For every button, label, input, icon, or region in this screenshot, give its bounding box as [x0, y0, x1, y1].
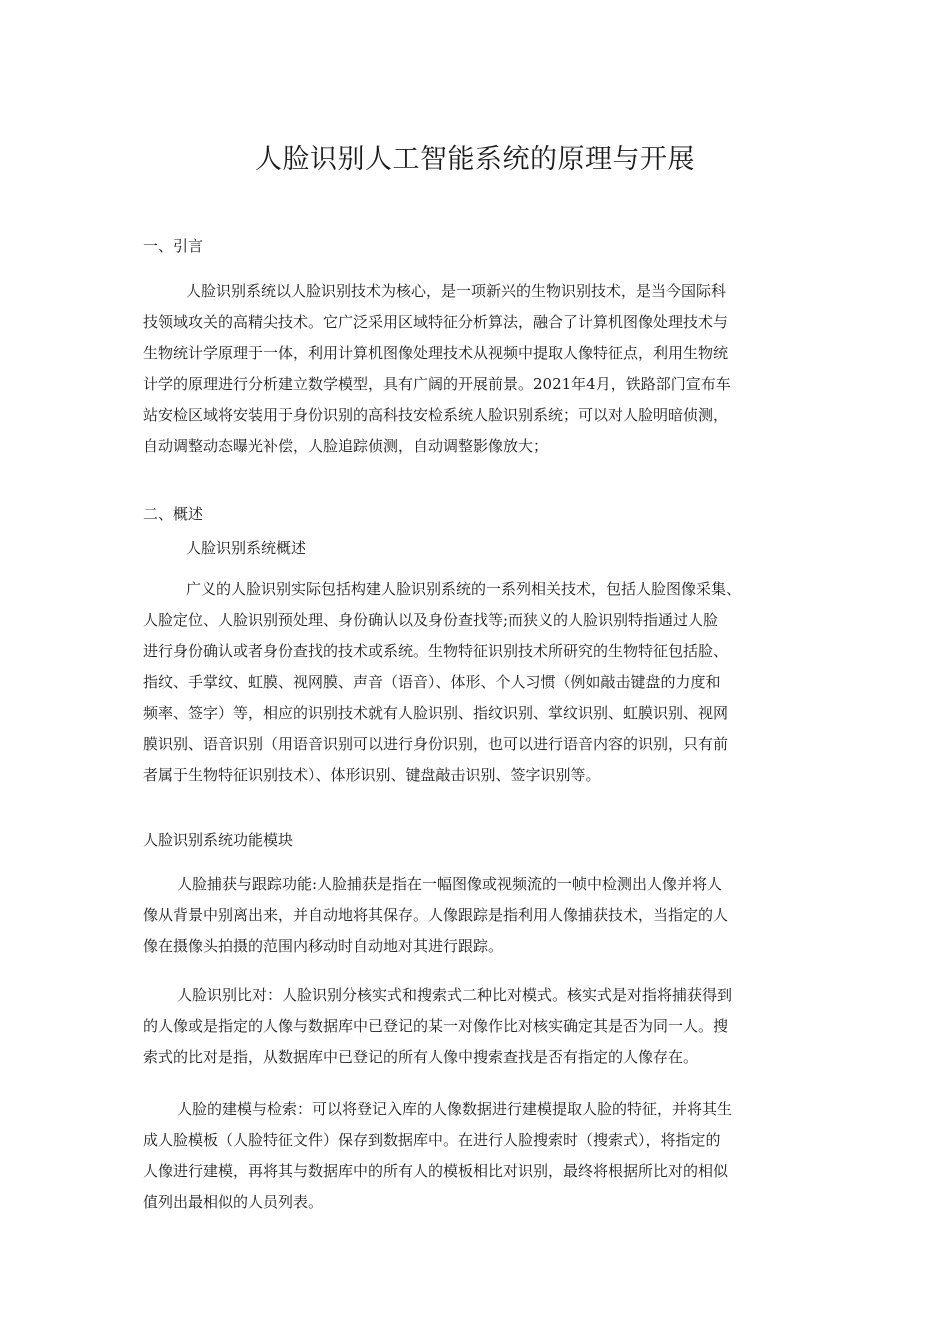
paragraph-line: 索式的比对是指，从数据库中已登记的所有人像中搜索查找是否有指定的人像存在。 — [143, 1048, 699, 1066]
paragraph-line: 像在摄像头拍摄的范围内移动时自动地对其进行跟踪。 — [143, 937, 504, 955]
paragraph-line: 计学的原理进行分析建立数学模型，具有广阔的开展前景。2021年4月，铁路部门宣布车 — [143, 375, 731, 393]
recognition-comparison-paragraph — [143, 980, 810, 1073]
paragraph-line: 人脸识别比对：人脸识别分核实式和搜索式二种比对模式。核实式是对指将捕获得到 — [177, 986, 733, 1004]
paragraph-line: 像从背景中别离出来，并自动地将其保存。人像跟踪是指利用人像捕获技术，当指定的人 — [143, 906, 729, 924]
paragraph-line: 生物统计学原理于一体，利用计算机图像处理技术从视频中提取人像特征点，利用生物统 — [143, 344, 729, 362]
section-heading-introduction: 一、引言 — [143, 237, 204, 255]
section-heading-function-modules: 人脸识别系统功能模块 — [143, 831, 294, 849]
paragraph-line: 人像进行建模，再将其与数据库中的所有人的模板相比对识别，最终将根据所比对的相似 — [143, 1162, 729, 1180]
paragraph-line: 成人脸模板（人脸特征文件）保存到数据库中。在进行人脸搜索时（搜索式），将指定的 — [143, 1131, 721, 1149]
paragraph-line: 的人像或是指定的人像与数据库中已登记的某一对像作比对核实确定其是否为同一人。搜 — [143, 1017, 729, 1035]
paragraph-line: 人脸捕获与跟踪功能:人脸捕获是指在一幅图像或视频流的一帧中检测出人像并将人 — [177, 875, 723, 893]
paragraph-line: 指纹、手掌纹、虹膜、视网膜、声音（语音）、体形、个人习惯（例如敲击键盘的力度和 — [143, 673, 721, 691]
paragraph-line: 技领域攻关的高精尖技术。它广泛采用区域特征分析算法，融合了计算机图像处理技术与 — [143, 313, 729, 331]
paragraph-line: 进行身份确认或者身份查找的技术或系统。生物特征识别技术所研究的生物特征包括脸、 — [143, 642, 729, 660]
document-title: 人脸识别人工智能系统的原理与开展 — [255, 144, 695, 175]
paragraph-line: 站安检区域将安装用于身份识别的高科技安检系统人脸识别系统；可以对人脸明暗侦测， — [143, 406, 729, 424]
paragraph-line: 人脸定位、人脸识别预处理、身份确认以及身份查找等;而狭义的人脸识别特指通过人脸 — [143, 611, 719, 629]
modeling-retrieval-paragraph — [143, 1094, 810, 1218]
paragraph-line: 人脸的建模与检索：可以将登记入库的人像数据进行建模提取人脸的特征，并将其生 — [177, 1100, 733, 1118]
paragraph-line: 膜识别、语音识别（用语音识别可以进行身份识别，也可以进行语音内容的识别，只有前 — [143, 735, 729, 753]
paragraph-line: 自动调整动态曝光补偿，人脸追踪侦测，自动调整影像放大； — [143, 437, 549, 455]
capture-tracking-paragraph — [143, 869, 810, 962]
overview-paragraph — [143, 574, 810, 791]
subsection-heading-system-overview: 人脸识别系统概述 — [186, 539, 307, 557]
section-heading-overview: 二、概述 — [143, 505, 204, 523]
paragraph-line: 人脸识别系统以人脸识别技术为核心，是一项新兴的生物识别技术，是当今国际科 — [186, 282, 727, 300]
introduction-paragraph — [143, 276, 810, 462]
paragraph-line: 者属于生物特征识别技术）、体形识别、键盘敲击识别、签字识别等。 — [143, 766, 601, 784]
paragraph-line: 频率、签字）等，相应的识别技术就有人脸识别、指纹识别、掌纹识别、虹膜识别、视网 — [143, 704, 729, 722]
paragraph-line: 广义的人脸识别实际包括构建人脸识别系统的一系列相关技术，包括人脸图像采集、 — [186, 580, 742, 598]
paragraph-line: 值列出最相似的人员列表。 — [143, 1193, 324, 1211]
